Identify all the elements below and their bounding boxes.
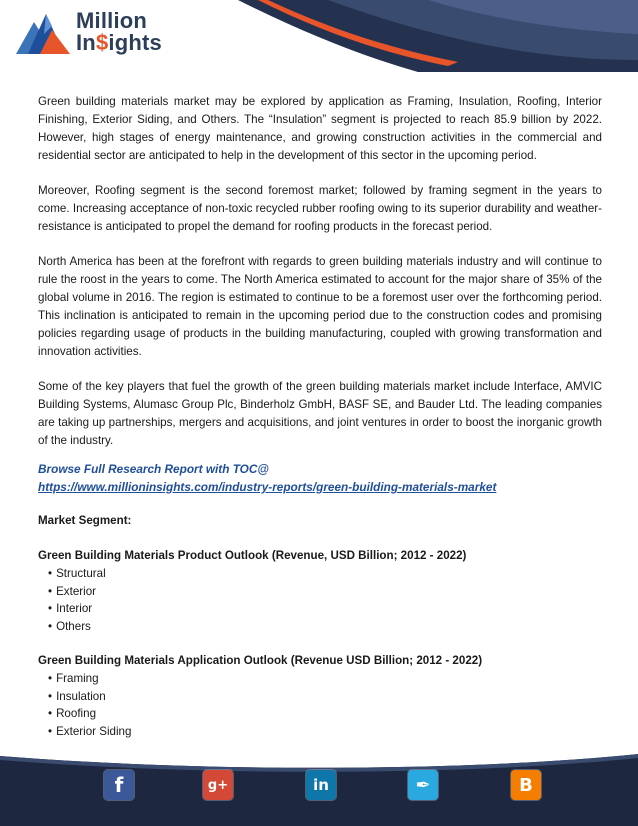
logo-line-2-pre: In bbox=[76, 30, 96, 55]
twitter-icon[interactable]: ✒ bbox=[408, 770, 438, 800]
browse-report-label: Browse Full Research Report with TOC@ bbox=[38, 462, 269, 476]
paragraph-roofing: Moreover, Roofing segment is the second foremost market; followed by framing segment in the years to come. Increasing acceptance of non-toxic recycled rubber roofing owing to its superior durability and weather-resistance is anticipated to propel the demand for roofing products in the forecast period. bbox=[38, 184, 602, 233]
list-item: • Exterior Siding bbox=[48, 723, 602, 741]
product-outlook-title: Green Building Materials Product Outlook (Revenue, USD Billion; 2012 - 2022) bbox=[38, 549, 467, 562]
linkedin-icon[interactable]: in bbox=[306, 770, 336, 800]
application-outlook-title: Green Building Materials Application Outlook (Revenue USD Billion; 2012 - 2022) bbox=[38, 654, 483, 667]
report-url-link[interactable]: https://www.millioninsights.com/industry-reports/green-building-materials-market bbox=[38, 480, 497, 494]
million-insights-logo[interactable] bbox=[14, 8, 162, 56]
list-item: • Framing bbox=[48, 670, 602, 688]
logo-line-2-post: ights bbox=[108, 30, 162, 55]
logo-dollar-sign: $ bbox=[95, 30, 109, 55]
logo-line-1: Million bbox=[76, 8, 148, 33]
market-segment-title: Market Segment: bbox=[38, 514, 132, 527]
header-swoosh-decoration bbox=[178, 0, 638, 72]
blogger-icon[interactable]: B bbox=[511, 770, 541, 800]
list-item: • Exterior bbox=[48, 583, 602, 601]
list-item: • Interior bbox=[48, 600, 602, 618]
page-header bbox=[0, 0, 638, 72]
paragraph-key-players: Some of the key players that fuel the growth of the green building materials market include Interface, AMVIC Building Systems, Alumasc Group Plc, Binderholz GmbH, BASF SE, and Bauder Ltd. The leading companies are taking up partnerships, mergers and acquisitions, and joint ventures in order to boost the inorganic growth of the industry. bbox=[38, 380, 602, 447]
product-outlook-list bbox=[38, 565, 602, 635]
list-item: • Insulation bbox=[48, 688, 602, 706]
logo-line-2 bbox=[76, 32, 162, 54]
application-outlook-list bbox=[38, 670, 602, 740]
logo-wordmark bbox=[76, 10, 162, 54]
paragraph-north-america: North America has been at the forefront with regards to green building materials industry and will continue to rule the roost in the years to come. The North America estimated to account for the major share of 35% of the global volume in 2016. The region is estimated to continue to be a foremost user over the forthcoming period. This inclination is anticipated to remain in the upcoming period due to the construction codes and promising policies regarding usage of products in the building manufacturing, coupled with growing transformation and innovation activities. bbox=[38, 255, 602, 358]
facebook-icon[interactable]: f bbox=[104, 770, 134, 800]
list-item: • Structural bbox=[48, 565, 602, 583]
google-plus-icon[interactable]: g+ bbox=[203, 770, 233, 800]
page-footer bbox=[0, 752, 638, 826]
list-item: • Roofing bbox=[48, 705, 602, 723]
logo-mountain-icon bbox=[14, 8, 72, 56]
list-item: • Others bbox=[48, 618, 602, 636]
paragraph-application: Green building materials market may be explored by application as Framing, Insulation, Roofing, Interior Finishing, Exterior Siding, and Others. The “Insulation” segment is projected to reach 85.9 billion by 2022. However, high stages of energy maintenance, and growing construction activities in the commercial and residential sector are anticipated to help in the development of this sector in the upcoming period. bbox=[38, 95, 602, 162]
report-body bbox=[38, 93, 602, 757]
